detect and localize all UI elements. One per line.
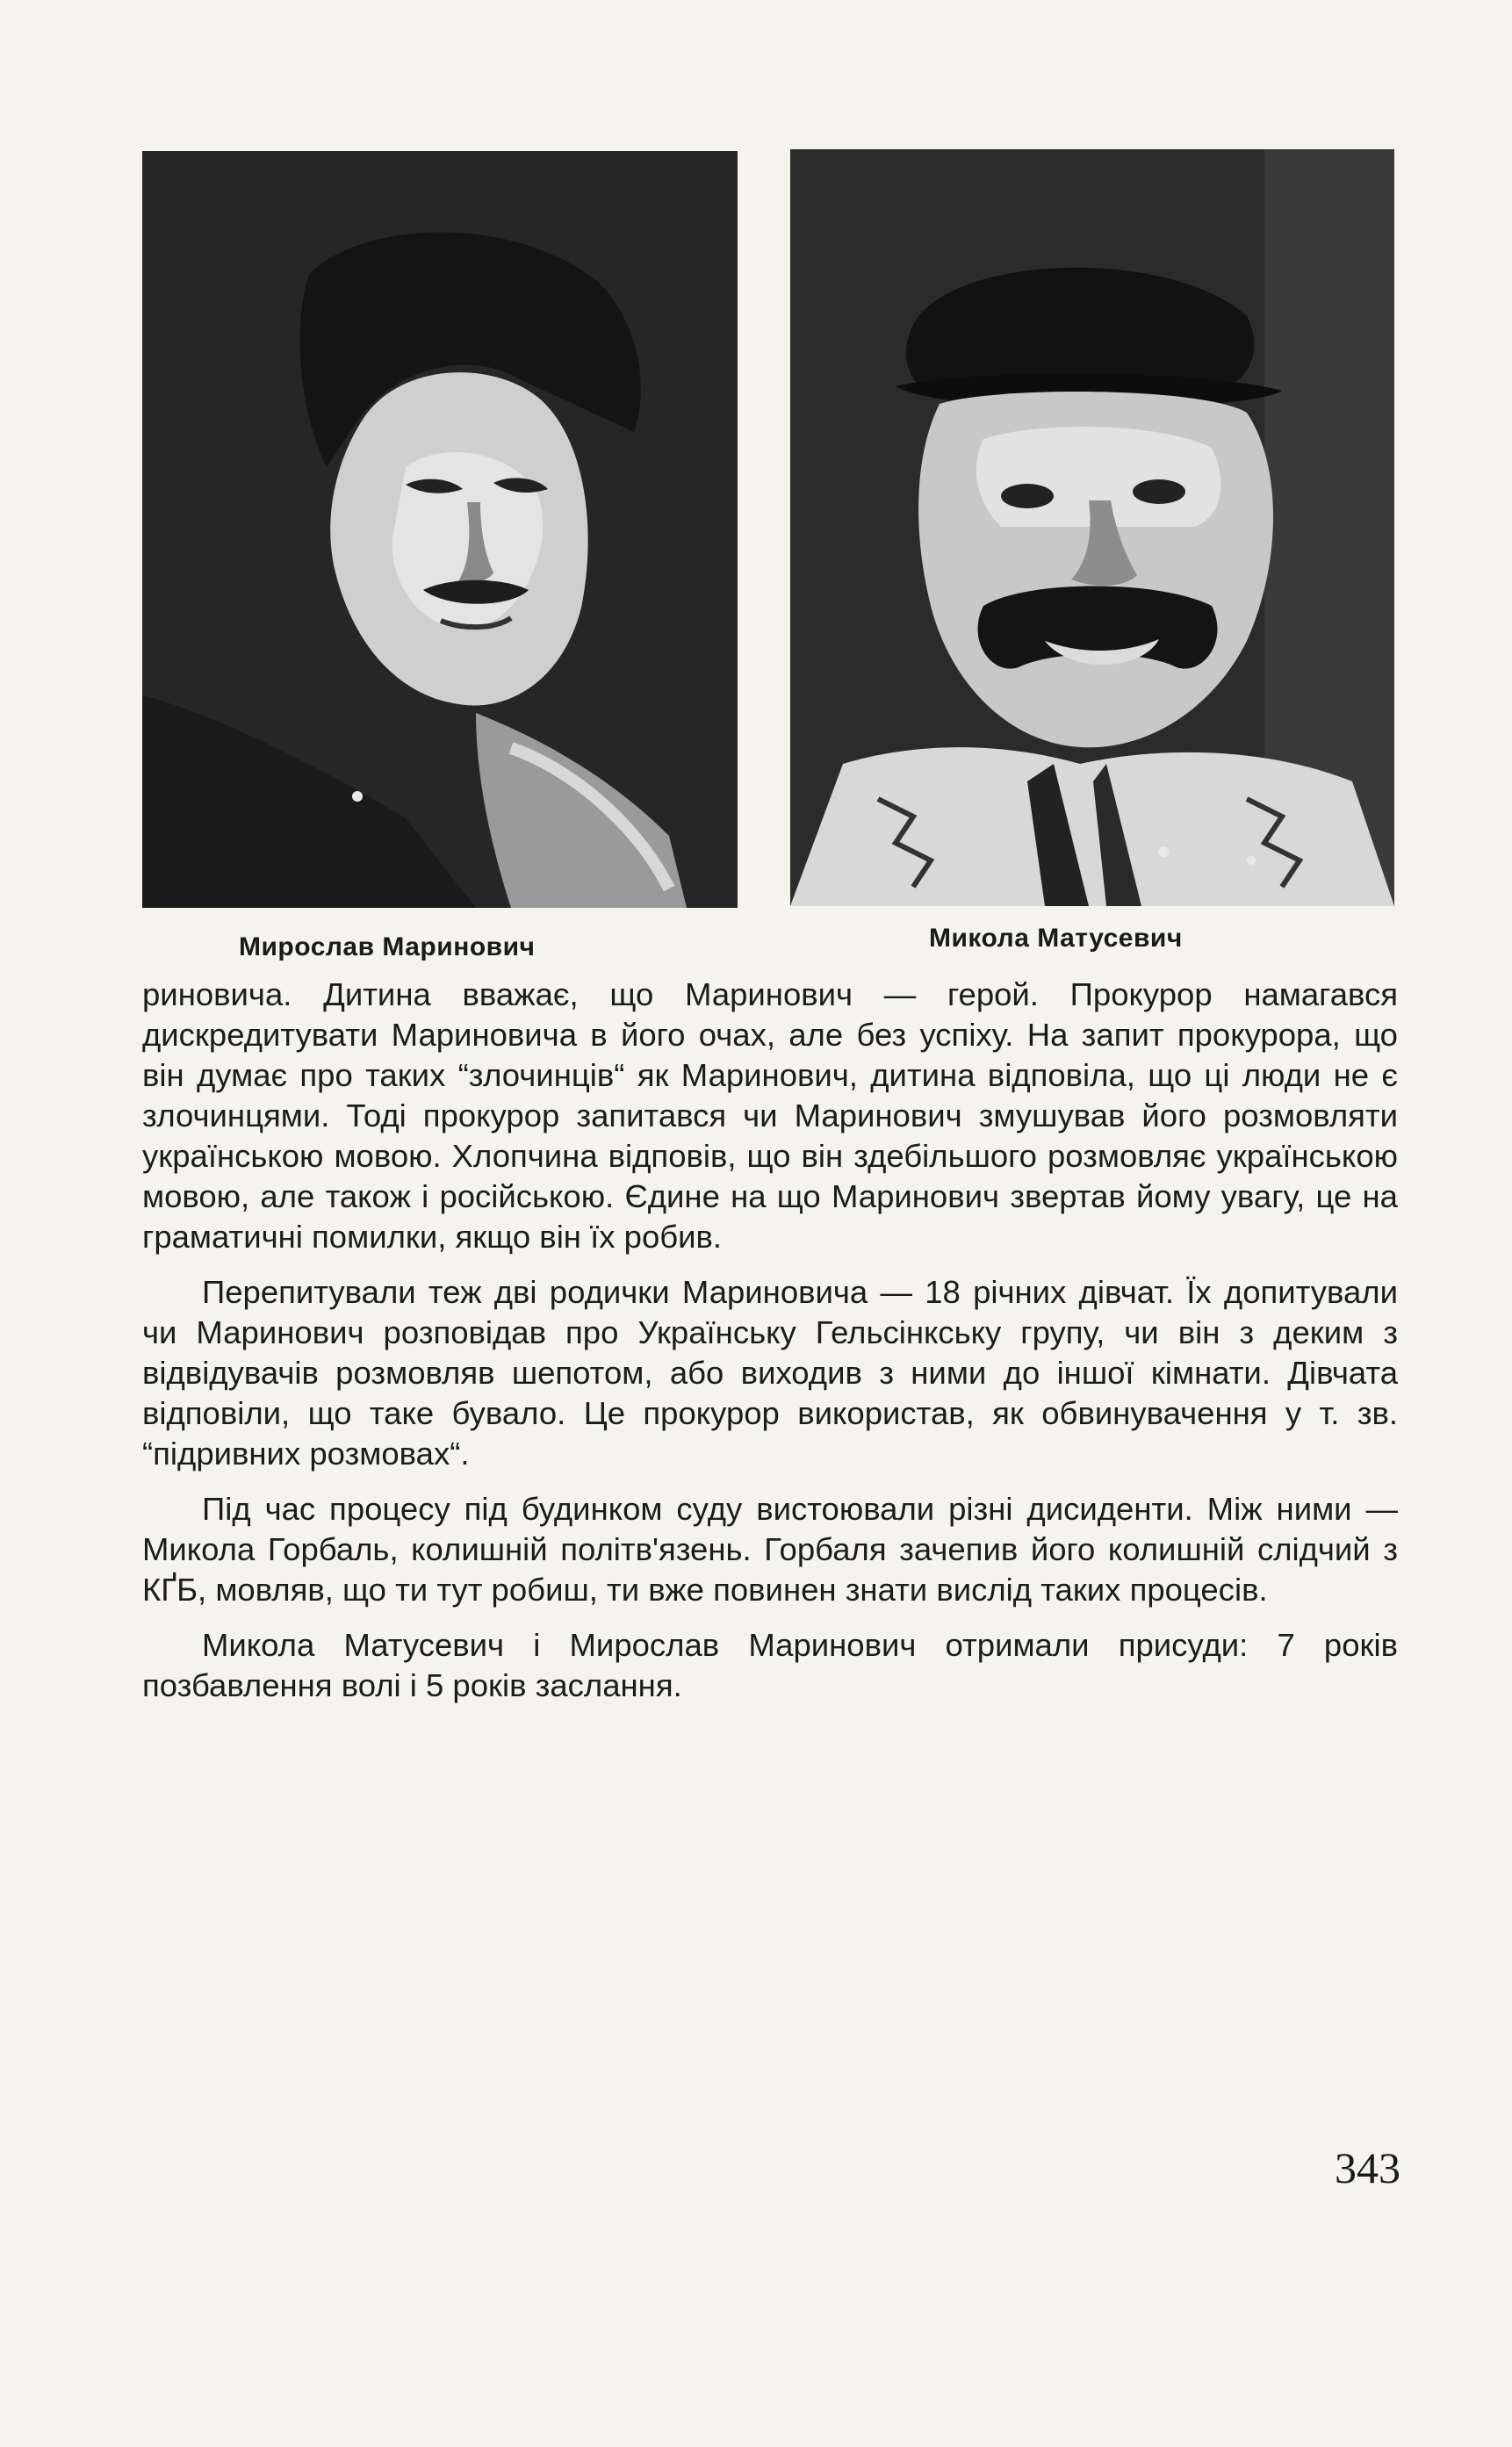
portrait-image-left <box>142 151 738 908</box>
portrait-image-right <box>790 149 1394 906</box>
paragraph-2: Перепитували теж дві родички Мариновича — 18 річних дівчат. Їх допитували чи Маринович розповідав про Українську Гельсінкську групу, чи він з деким з відвідувачів розмовляв шепотом, або виходив з ними до іншої кімнати. Дівчата відповіли, що таке бувало. Це прокурор використав, як обвинувачення у т. зв. “підривних розмовах“. <box>142 1274 1398 1472</box>
photo-caption-right: Микола Матусевич <box>929 924 1183 953</box>
photo-caption-left: Мирослав Маринович <box>239 932 536 961</box>
body-text <box>142 975 1398 1721</box>
paragraph-3: Під час процесу під будинком суду вистоювали різні дисиденти. Між ними — Микола Горбаль, колишній політв'язень. Горбаля зачепив його колишній слідчий з КҐБ, мовляв, що ти тут робиш, ти вже повинен знати вислід таких процесів. <box>142 1491 1398 1608</box>
portrait-photo-left <box>142 151 738 908</box>
portrait-photo-right <box>790 149 1394 906</box>
paragraph-4: Микола Матусевич і Мирослав Маринович отримали присуди: 7 років позбавлення волі і 5 років заслання. <box>142 1627 1398 1703</box>
paragraph-1: риновича. Дитина вважає, що Маринович — герой. Прокурор намагався дискредитувати Мариновича в його очах, але без успіху. На запит прокурора, що він думає про таких “злочинців“ як Маринович, дитина відповіла, що ці люди не є злочинцями. Тоді прокурор запитався чи Маринович змушував його розмовляти українською мовою. Хлопчина відповів, що він здебільшого розмовляє українською мовою, але також і російською. Єдине на що Маринович звертав йому увагу, це на граматичні помилки, якщо він їх робив. <box>142 976 1398 1255</box>
page-number: 343 <box>1335 2143 1400 2192</box>
